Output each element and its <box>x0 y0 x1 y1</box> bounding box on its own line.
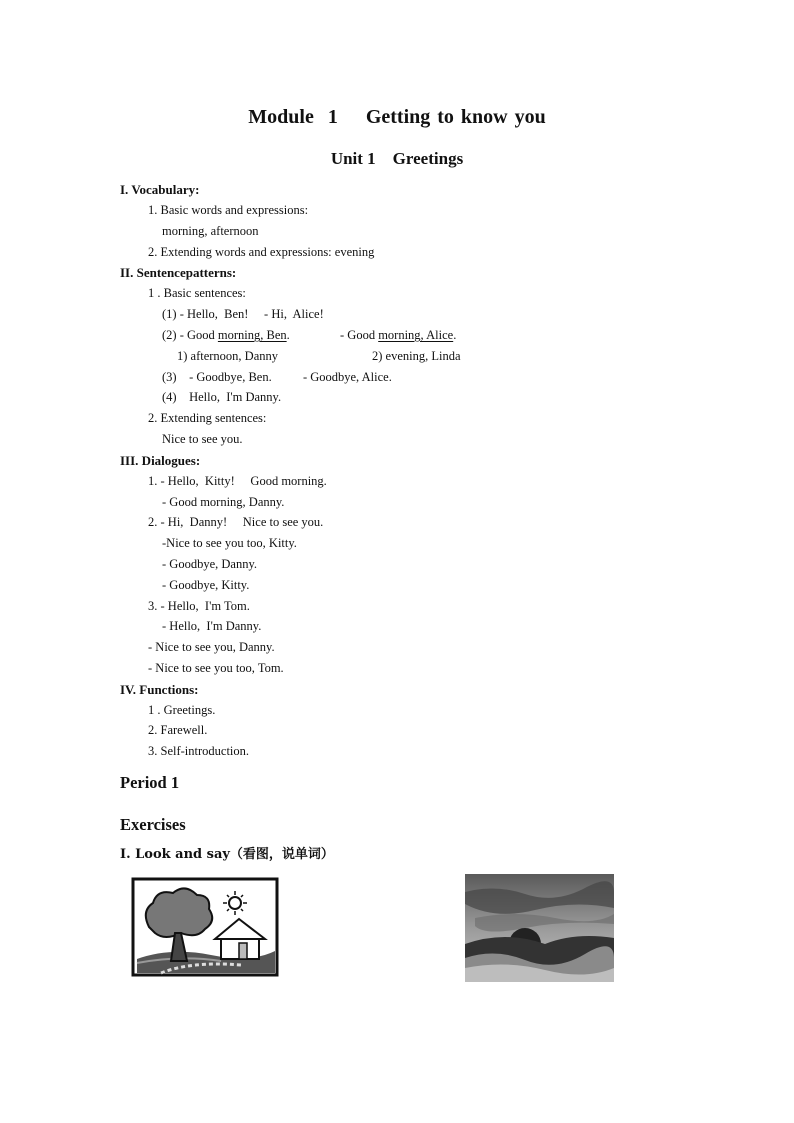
function-item: 2. Farewell. <box>148 723 208 737</box>
sentence-3: (3) - Goodbye, Ben. - Goodbye, Alice. <box>162 370 392 384</box>
substitution-2: 2) evening, Linda <box>372 349 461 363</box>
period-heading: Period 1 <box>120 773 180 792</box>
sentence-2-reply <box>340 329 456 342</box>
dialogue-line: 2. - Hi, Danny! Nice to see you. <box>148 515 324 529</box>
dialogue-line: - Hello, I'm Danny. <box>162 619 262 633</box>
sentence-patterns-heading: II. Sentencepatterns: <box>120 265 237 280</box>
period-mark: . <box>286 328 290 342</box>
function-item: 1 . Greetings. <box>148 703 216 717</box>
substitution-1: 1) afternoon, Danny <box>177 349 279 363</box>
dialogue-line: - Goodbye, Danny. <box>162 557 258 571</box>
dialogue-line: 3. - Hello, I'm Tom. <box>148 599 250 613</box>
sentence-2-prefix: (2) - Good <box>162 328 218 342</box>
dialogue-line: 1. - Hello, Kitty! Good morning. <box>148 474 327 488</box>
vocabulary-item-2: 2. Extending words and expressions: evening <box>148 245 375 259</box>
dialogue-line: - Good morning, Danny. <box>162 495 285 509</box>
basic-sentences-label: 1 . Basic sentences: <box>148 286 246 300</box>
extending-sentence: Nice to see you. <box>162 432 243 446</box>
dialogue-line: - Nice to see you, Danny. <box>148 640 275 654</box>
vocabulary-heading: I. Vocabulary: <box>120 182 200 197</box>
vocabulary-item-1: 1. Basic words and expressions: <box>148 203 309 217</box>
look-and-say-heading: I. Look and say（看图，说单词） <box>120 847 334 862</box>
sentence-2 <box>162 329 290 342</box>
dialogue-line: - Nice to see you too, Tom. <box>148 661 284 675</box>
sentence-1: (1) - Hello, Ben! - Hi, Alice! <box>162 307 324 321</box>
dialogue-line: - Goodbye, Kitty. <box>162 578 250 592</box>
module-title: Module 1 Getting to know you <box>248 106 546 128</box>
morning-sketch-image <box>131 877 281 979</box>
sentence-4: (4) Hello, I'm Danny. <box>162 390 282 404</box>
dialogue-line: -Nice to see you too, Kitty. <box>162 536 297 550</box>
unit-title: Unit 1 Greetings <box>330 149 464 168</box>
period-mark: . <box>453 328 457 342</box>
extending-sentences-label: 2. Extending sentences: <box>148 411 267 425</box>
sentence-2-blank-1: morning, Ben <box>217 328 287 342</box>
sentence-2-mid: - Good <box>340 328 379 342</box>
vocabulary-item-1-words: morning, afternoon <box>162 224 259 238</box>
dialogues-heading: III. Dialogues: <box>120 453 201 468</box>
sentence-2-blank-2: morning, Alice <box>378 328 454 342</box>
sunset-image <box>465 874 614 982</box>
functions-heading: IV. Functions: <box>120 682 199 697</box>
exercises-heading: Exercises <box>120 815 186 834</box>
function-item: 3. Self-introduction. <box>148 744 250 758</box>
